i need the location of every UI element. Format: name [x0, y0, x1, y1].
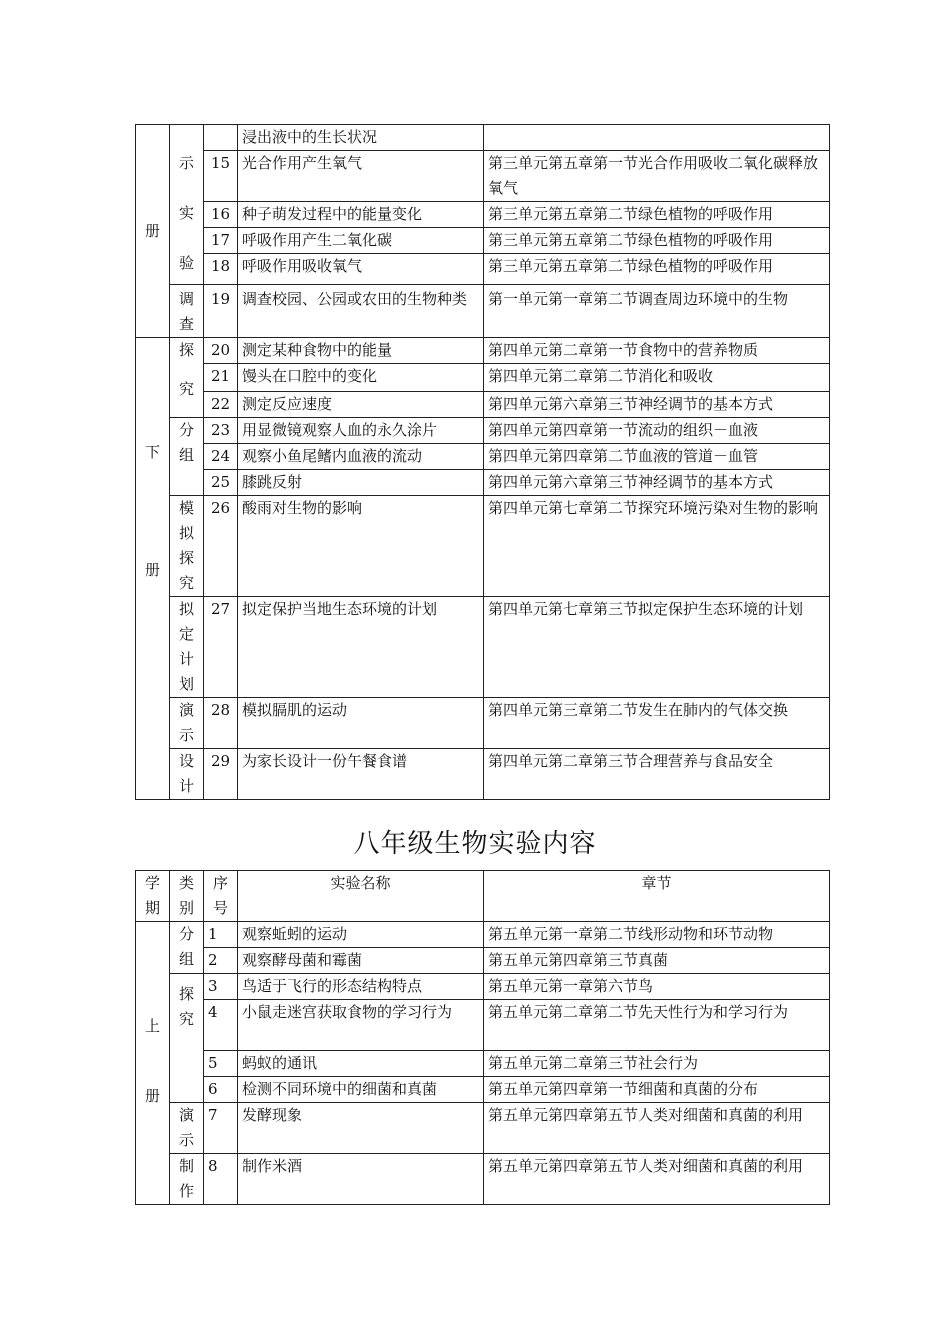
category-char: 究	[178, 1010, 194, 1028]
row-number: 17	[204, 228, 238, 254]
row-number: 28	[204, 698, 238, 749]
experiment-name: 光合作用产生氧气	[238, 151, 484, 202]
row-number: 23	[204, 418, 238, 444]
experiment-name: 制作米酒	[238, 1154, 484, 1205]
category-cell-demo-experiment	[170, 125, 204, 285]
category-char: 作	[178, 1182, 194, 1200]
chapter: 第四单元第三章第二节发生在肺内的气体交换	[484, 698, 830, 749]
row-number: 7	[204, 1103, 238, 1154]
header-semester	[136, 871, 170, 922]
category-cell-inquiry	[170, 974, 204, 1103]
chapter: 第五单元第一章第二节线形动物和环节动物	[484, 922, 830, 948]
semester-label: 册	[144, 561, 160, 579]
chapter: 第五单元第四章第五节人类对细菌和真菌的利用	[484, 1103, 830, 1154]
category-char: 组	[178, 446, 194, 464]
semester-cell	[136, 338, 170, 800]
semester-label: 上	[144, 1017, 160, 1035]
chapter: 第五单元第四章第五节人类对细菌和真菌的利用	[484, 1154, 830, 1205]
header-char: 别	[178, 899, 194, 917]
row-number: 1	[204, 922, 238, 948]
category-char: 分	[178, 421, 194, 439]
chapter: 第四单元第七章第三节拟定保护生态环境的计划	[484, 597, 830, 698]
category-cell-demonstration	[170, 1103, 204, 1154]
chapter: 第三单元第五章第二节绿色植物的呼吸作用	[484, 254, 830, 285]
category-char: 探	[178, 341, 194, 359]
category-char: 示	[178, 1131, 194, 1149]
semester-label: 下	[144, 443, 160, 461]
chapter: 第四单元第六章第三节神经调节的基本方式	[484, 470, 830, 496]
header-char: 类	[178, 874, 194, 892]
header-char: 期	[144, 899, 160, 917]
row-number: 18	[204, 254, 238, 285]
row-number: 24	[204, 444, 238, 470]
experiment-name: 观察酵母菌和霉菌	[238, 948, 484, 974]
semester-cell	[136, 125, 170, 338]
header-number	[204, 871, 238, 922]
category-char: 探	[178, 985, 194, 1003]
experiment-name: 发酵现象	[238, 1103, 484, 1154]
row-number: 6	[204, 1077, 238, 1103]
category-cell-group	[170, 922, 204, 974]
row-number: 4	[204, 1000, 238, 1051]
experiment-name: 用显微镜观察人血的永久涂片	[238, 418, 484, 444]
row-number: 21	[204, 364, 238, 392]
chapter: 第五单元第四章第一节细菌和真菌的分布	[484, 1077, 830, 1103]
experiment-name: 小鼠走迷宫获取食物的学习行为	[238, 1000, 484, 1051]
experiment-name: 检测不同环境中的细菌和真菌	[238, 1077, 484, 1103]
category-char: 拟	[178, 524, 194, 542]
grade8-experiment-table	[135, 870, 830, 1205]
row-number: 16	[204, 202, 238, 228]
semester-cell	[136, 922, 170, 1205]
experiment-name: 馒头在口腔中的变化	[238, 364, 484, 392]
category-char: 示	[178, 726, 194, 744]
chapter: 第四单元第二章第二节消化和吸收	[484, 364, 830, 392]
experiment-name: 调查校园、公园或农田的生物种类	[238, 285, 484, 338]
category-cell-demonstration	[170, 698, 204, 749]
row-number: 22	[204, 392, 238, 418]
category-char: 验	[178, 254, 194, 272]
category-char: 划	[178, 675, 194, 693]
experiment-name: 观察蚯蚓的运动	[238, 922, 484, 948]
chapter: 第一单元第一章第二节调查周边环境中的生物	[484, 285, 830, 338]
chapter: 第五单元第二章第二节先天性行为和学习行为	[484, 1000, 830, 1051]
experiment-name: 观察小鱼尾鳍内血液的流动	[238, 444, 484, 470]
experiment-table-continued	[135, 124, 830, 800]
category-char: 示	[178, 154, 194, 172]
category-char: 查	[178, 315, 194, 333]
category-cell-survey	[170, 285, 204, 338]
header-experiment-name: 实验名称	[238, 871, 484, 922]
header-category	[170, 871, 204, 922]
section-title: 八年级生物实验内容	[353, 829, 597, 859]
chapter: 第五单元第四章第三节真菌	[484, 948, 830, 974]
experiment-name: 种子萌发过程中的能量变化	[238, 202, 484, 228]
chapter: 第四单元第四章第二节血液的管道－血管	[484, 444, 830, 470]
chapter: 第四单元第四章第一节流动的组织－血液	[484, 418, 830, 444]
experiment-name: 酸雨对生物的影响	[238, 496, 484, 597]
experiment-name: 拟定保护当地生态环境的计划	[238, 597, 484, 698]
chapter: 第三单元第五章第二节绿色植物的呼吸作用	[484, 202, 830, 228]
category-cell-inquiry	[170, 338, 204, 418]
category-cell-simulated-inquiry	[170, 496, 204, 597]
row-number: 15	[204, 151, 238, 202]
category-char: 究	[178, 574, 194, 592]
category-char: 拟	[178, 600, 194, 618]
category-char: 分	[178, 925, 194, 943]
row-number: 29	[204, 749, 238, 800]
category-cell-group	[170, 418, 204, 496]
row-number	[204, 125, 238, 151]
chapter: 第三单元第五章第一节光合作用吸收二氧化碳释放氧气	[484, 151, 830, 202]
experiment-name: 蚂蚁的通讯	[238, 1051, 484, 1077]
category-cell-draft-plan	[170, 597, 204, 698]
row-number: 8	[204, 1154, 238, 1205]
header-char: 序	[212, 874, 228, 892]
semester-label: 册	[144, 221, 160, 240]
chapter: 第四单元第二章第一节食物中的营养物质	[484, 338, 830, 364]
category-char: 模	[178, 499, 194, 517]
experiment-name: 模拟膈肌的运动	[238, 698, 484, 749]
chapter: 第四单元第六章第三节神经调节的基本方式	[484, 392, 830, 418]
chapter	[484, 125, 830, 151]
category-cell-design	[170, 749, 204, 800]
experiment-name: 浸出液中的生长状况	[238, 125, 484, 151]
category-char: 定	[178, 625, 194, 643]
category-char: 组	[178, 950, 194, 968]
row-number: 26	[204, 496, 238, 597]
chapter: 第三单元第五章第二节绿色植物的呼吸作用	[484, 228, 830, 254]
header-char: 学	[144, 874, 160, 892]
category-char: 探	[178, 549, 194, 567]
category-char: 实	[178, 204, 194, 222]
category-char: 调	[178, 290, 194, 308]
chapter: 第四单元第七章第二节探究环境污染对生物的影响	[484, 496, 830, 597]
category-char: 究	[178, 380, 194, 398]
category-char: 演	[178, 701, 194, 719]
header-char: 号	[212, 899, 228, 917]
category-char: 计	[178, 777, 194, 795]
row-number: 3	[204, 974, 238, 1000]
experiment-name: 测定某种食物中的能量	[238, 338, 484, 364]
experiment-name: 测定反应速度	[238, 392, 484, 418]
category-char: 演	[178, 1106, 194, 1124]
experiment-name: 呼吸作用吸收氧气	[238, 254, 484, 285]
row-number: 5	[204, 1051, 238, 1077]
chapter: 第五单元第一章第六节鸟	[484, 974, 830, 1000]
semester-label: 册	[144, 1087, 160, 1105]
header-chapter: 章节	[484, 871, 830, 922]
chapter: 第四单元第二章第三节合理营养与食品安全	[484, 749, 830, 800]
category-char: 设	[178, 752, 194, 770]
row-number: 20	[204, 338, 238, 364]
category-char: 计	[178, 650, 194, 668]
chapter: 第五单元第二章第三节社会行为	[484, 1051, 830, 1077]
experiment-name: 膝跳反射	[238, 470, 484, 496]
row-number: 19	[204, 285, 238, 338]
category-char: 制	[178, 1157, 194, 1175]
category-cell-making	[170, 1154, 204, 1205]
row-number: 27	[204, 597, 238, 698]
experiment-name: 为家长设计一份午餐食谱	[238, 749, 484, 800]
experiment-name: 鸟适于飞行的形态结构特点	[238, 974, 484, 1000]
row-number: 25	[204, 470, 238, 496]
row-number: 2	[204, 948, 238, 974]
experiment-name: 呼吸作用产生二氧化碳	[238, 228, 484, 254]
